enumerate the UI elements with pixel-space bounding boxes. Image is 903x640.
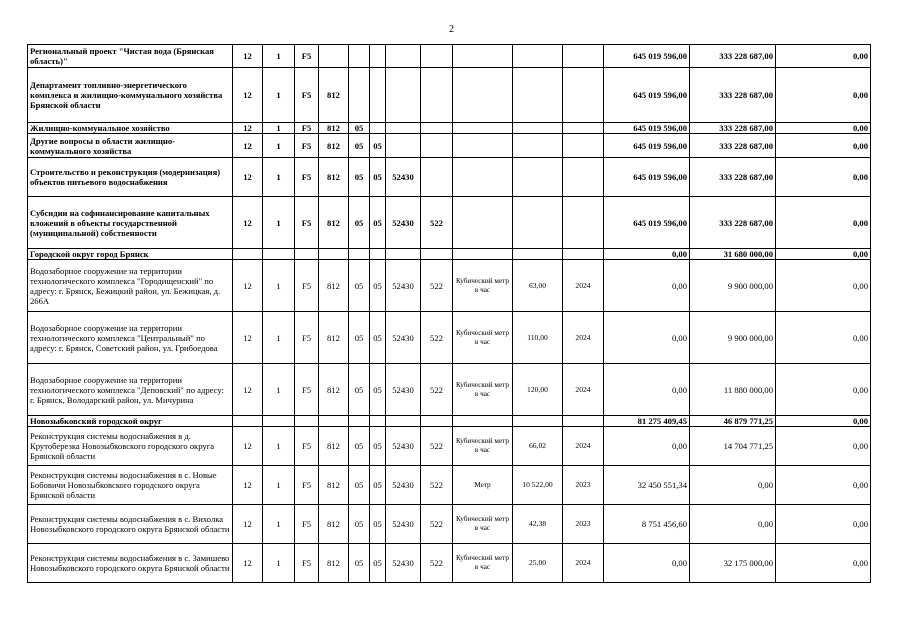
amount-1-cell: 645 019 596,00 [604, 134, 690, 158]
code-expense-type-cell: 522 [421, 364, 453, 416]
amount-3-cell: 0,00 [776, 123, 871, 134]
amount-3-cell: 0,00 [776, 427, 871, 466]
amount-3-cell: 0,00 [776, 312, 871, 364]
amount-1-cell: 645 019 596,00 [604, 197, 690, 249]
code-subsection-cell: 05 [370, 158, 386, 197]
year-cell: 2023 [563, 466, 604, 505]
code-subprogram-cell: 1 [263, 544, 295, 583]
code-gp-cell: 12 [233, 505, 263, 544]
code-project-cell: F5 [295, 427, 319, 466]
code-project-cell: F5 [295, 45, 319, 68]
code-gp-cell: 12 [233, 123, 263, 134]
amount-3-cell: 0,00 [776, 416, 871, 427]
budget-table-body [28, 45, 871, 583]
year-cell [563, 416, 604, 427]
capacity-cell: 120,00 [513, 364, 563, 416]
code-subsection-cell: 05 [370, 312, 386, 364]
code-grbs-cell: 812 [319, 158, 349, 197]
code-subprogram-cell: 1 [263, 466, 295, 505]
amount-1-cell: 0,00 [604, 249, 690, 260]
amount-1-cell: 0,00 [604, 427, 690, 466]
code-expense-type-cell [421, 158, 453, 197]
capacity-cell [513, 134, 563, 158]
code-section-cell: 05 [349, 364, 370, 416]
row-name-cell: Департамент топливно-энергетического комплекса и жилищно-коммунального хозяйства Брянской области [28, 68, 233, 123]
capacity-cell: 63,00 [513, 260, 563, 312]
amount-1-cell: 81 275 409,45 [604, 416, 690, 427]
row-name-cell: Региональный проект "Чистая вода (Брянская область)" [28, 45, 233, 68]
table-row [28, 416, 871, 427]
amount-1-cell: 0,00 [604, 544, 690, 583]
code-project-cell: F5 [295, 364, 319, 416]
unit-cell [453, 134, 513, 158]
code-grbs-cell: 812 [319, 505, 349, 544]
code-project-cell: F5 [295, 505, 319, 544]
year-cell [563, 249, 604, 260]
code-gp-cell: 12 [233, 68, 263, 123]
row-name-cell: Водозаборное сооружение на территории технологического комплекса "Городищенский" по адресу: г. Брянск, Бежицкий район, ул. Бежицкая, д. 266А [28, 260, 233, 312]
capacity-cell [513, 249, 563, 260]
code-gp-cell: 12 [233, 544, 263, 583]
code-section-cell: 05 [349, 427, 370, 466]
code-grbs-cell: 812 [319, 68, 349, 123]
amount-2-cell: 333 228 687,00 [690, 68, 776, 123]
code-project-cell: F5 [295, 544, 319, 583]
code-direction-cell: 52430 [386, 505, 421, 544]
code-subprogram-cell [263, 416, 295, 427]
table-row [28, 134, 871, 158]
code-project-cell: F5 [295, 260, 319, 312]
capacity-cell: 10 522,00 [513, 466, 563, 505]
code-subsection-cell: 05 [370, 544, 386, 583]
table-row [28, 505, 871, 544]
code-subsection-cell [370, 249, 386, 260]
code-direction-cell [386, 416, 421, 427]
table-row [28, 158, 871, 197]
table-row [28, 249, 871, 260]
table-row [28, 68, 871, 123]
year-cell [563, 123, 604, 134]
code-subsection-cell: 05 [370, 260, 386, 312]
code-direction-cell: 52430 [386, 158, 421, 197]
amount-2-cell: 333 228 687,00 [690, 123, 776, 134]
amount-3-cell: 0,00 [776, 544, 871, 583]
code-grbs-cell [319, 416, 349, 427]
year-cell: 2024 [563, 312, 604, 364]
code-gp-cell: 12 [233, 134, 263, 158]
row-name-cell: Водозаборное сооружение на территории технологического комплекса "Деповский" по адресу: г. Брянск, Володарский район, ул. Мичурина [28, 364, 233, 416]
code-direction-cell: 52430 [386, 260, 421, 312]
code-subsection-cell: 05 [370, 197, 386, 249]
code-direction-cell [386, 68, 421, 123]
code-gp-cell: 12 [233, 260, 263, 312]
code-direction-cell [386, 134, 421, 158]
code-expense-type-cell: 522 [421, 260, 453, 312]
year-cell [563, 134, 604, 158]
code-grbs-cell: 812 [319, 197, 349, 249]
code-direction-cell: 52430 [386, 197, 421, 249]
code-grbs-cell: 812 [319, 134, 349, 158]
code-project-cell: F5 [295, 68, 319, 123]
code-grbs-cell: 812 [319, 312, 349, 364]
code-grbs-cell: 812 [319, 123, 349, 134]
table-row [28, 123, 871, 134]
code-section-cell: 05 [349, 260, 370, 312]
table-row [28, 427, 871, 466]
budget-table [27, 44, 871, 583]
table-row [28, 544, 871, 583]
row-name-cell: Субсидии на софинансирование капитальных вложений в объекты государственной (муниципальной) собственности [28, 197, 233, 249]
row-name-cell: Жилищно-коммунальное хозяйство [28, 123, 233, 134]
code-direction-cell: 52430 [386, 544, 421, 583]
amount-1-cell: 645 019 596,00 [604, 158, 690, 197]
code-subsection-cell: 05 [370, 134, 386, 158]
code-grbs-cell: 812 [319, 260, 349, 312]
amount-1-cell: 645 019 596,00 [604, 123, 690, 134]
code-section-cell [349, 249, 370, 260]
amount-3-cell: 0,00 [776, 466, 871, 505]
table-row [28, 260, 871, 312]
code-section-cell [349, 68, 370, 123]
amount-1-cell: 645 019 596,00 [604, 45, 690, 68]
code-gp-cell: 12 [233, 466, 263, 505]
code-subprogram-cell: 1 [263, 45, 295, 68]
table-row [28, 45, 871, 68]
code-expense-type-cell: 522 [421, 197, 453, 249]
code-gp-cell: 12 [233, 45, 263, 68]
row-name-cell: Строительство и реконструкция (модернизация) объектов питьевого водоснабжения [28, 158, 233, 197]
unit-cell [453, 416, 513, 427]
amount-2-cell: 333 228 687,00 [690, 197, 776, 249]
code-section-cell [349, 45, 370, 68]
capacity-cell [513, 416, 563, 427]
amount-2-cell: 9 900 000,00 [690, 312, 776, 364]
year-cell: 2024 [563, 427, 604, 466]
row-name-cell: Другие вопросы в области жилищно-коммунального хозяйства [28, 134, 233, 158]
code-expense-type-cell: 522 [421, 466, 453, 505]
code-subprogram-cell: 1 [263, 505, 295, 544]
amount-2-cell: 9 900 000,00 [690, 260, 776, 312]
capacity-cell [513, 68, 563, 123]
table-row [28, 312, 871, 364]
unit-cell [453, 45, 513, 68]
code-expense-type-cell [421, 123, 453, 134]
year-cell: 2023 [563, 505, 604, 544]
code-subsection-cell: 05 [370, 427, 386, 466]
amount-2-cell: 31 680 000,00 [690, 249, 776, 260]
year-cell [563, 68, 604, 123]
code-expense-type-cell: 522 [421, 505, 453, 544]
year-cell [563, 197, 604, 249]
code-grbs-cell [319, 249, 349, 260]
code-subsection-cell: 05 [370, 466, 386, 505]
code-project-cell [295, 416, 319, 427]
row-name-cell: Водозаборное сооружение на территории технологического комплекса "Центральный" по адресу: г. Брянск, Советский район, ул. Грибоедова [28, 312, 233, 364]
capacity-cell: 110,00 [513, 312, 563, 364]
code-grbs-cell [319, 45, 349, 68]
amount-3-cell: 0,00 [776, 134, 871, 158]
amount-1-cell: 0,00 [604, 364, 690, 416]
code-gp-cell: 12 [233, 312, 263, 364]
row-name-cell: Реконструкция системы водоснабжения в с. Новые Бобовичи Новозыбковского городского округа Брянской области [28, 466, 233, 505]
code-subsection-cell: 05 [370, 505, 386, 544]
capacity-cell: 66,02 [513, 427, 563, 466]
code-subsection-cell [370, 123, 386, 134]
code-project-cell: F5 [295, 466, 319, 505]
code-subprogram-cell: 1 [263, 427, 295, 466]
code-section-cell: 05 [349, 158, 370, 197]
row-name-cell: Реконструкция системы водоснабжения в д. Крутоберезка Новозыбковского городского округа Брянской области [28, 427, 233, 466]
table-row [28, 197, 871, 249]
unit-cell [453, 123, 513, 134]
amount-1-cell: 8 751 456,60 [604, 505, 690, 544]
unit-cell: Кубический метр в час [453, 312, 513, 364]
code-expense-type-cell [421, 134, 453, 158]
amount-2-cell: 333 228 687,00 [690, 45, 776, 68]
year-cell: 2024 [563, 544, 604, 583]
amount-2-cell: 11 880 000,00 [690, 364, 776, 416]
code-project-cell: F5 [295, 158, 319, 197]
unit-cell: Метр [453, 466, 513, 505]
code-expense-type-cell: 522 [421, 544, 453, 583]
code-section-cell: 05 [349, 197, 370, 249]
code-expense-type-cell: 522 [421, 427, 453, 466]
code-expense-type-cell [421, 45, 453, 68]
code-grbs-cell: 812 [319, 544, 349, 583]
amount-2-cell: 0,00 [690, 505, 776, 544]
code-direction-cell [386, 123, 421, 134]
amount-3-cell: 0,00 [776, 45, 871, 68]
code-direction-cell: 52430 [386, 364, 421, 416]
code-subprogram-cell: 1 [263, 158, 295, 197]
amount-1-cell: 645 019 596,00 [604, 68, 690, 123]
year-cell: 2024 [563, 260, 604, 312]
table-row [28, 466, 871, 505]
code-subprogram-cell [263, 249, 295, 260]
code-direction-cell [386, 249, 421, 260]
code-section-cell: 05 [349, 544, 370, 583]
code-section-cell: 05 [349, 312, 370, 364]
code-direction-cell: 52430 [386, 427, 421, 466]
code-expense-type-cell [421, 416, 453, 427]
code-gp-cell: 12 [233, 364, 263, 416]
table-row [28, 364, 871, 416]
unit-cell: Кубический метр в час [453, 260, 513, 312]
code-project-cell: F5 [295, 123, 319, 134]
code-grbs-cell: 812 [319, 364, 349, 416]
row-name-cell: Новозыбковский городской округ [28, 416, 233, 427]
amount-1-cell: 0,00 [604, 260, 690, 312]
code-subsection-cell [370, 416, 386, 427]
code-subsection-cell: 05 [370, 364, 386, 416]
row-name-cell: Реконструкция системы водоснабжения в с. Вихолка Новозыбковского городского округа Брянской области [28, 505, 233, 544]
amount-3-cell: 0,00 [776, 197, 871, 249]
code-grbs-cell: 812 [319, 466, 349, 505]
code-section-cell: 05 [349, 466, 370, 505]
unit-cell: Кубический метр в час [453, 427, 513, 466]
code-expense-type-cell [421, 249, 453, 260]
year-cell [563, 45, 604, 68]
amount-3-cell: 0,00 [776, 364, 871, 416]
code-direction-cell: 52430 [386, 466, 421, 505]
code-gp-cell: 12 [233, 427, 263, 466]
unit-cell: Кубический метр в час [453, 544, 513, 583]
amount-3-cell: 0,00 [776, 249, 871, 260]
code-subprogram-cell: 1 [263, 134, 295, 158]
code-gp-cell: 12 [233, 197, 263, 249]
code-grbs-cell: 812 [319, 427, 349, 466]
page-number: 2 [449, 24, 454, 35]
capacity-cell [513, 158, 563, 197]
code-expense-type-cell [421, 68, 453, 123]
code-subprogram-cell: 1 [263, 68, 295, 123]
year-cell: 2024 [563, 364, 604, 416]
unit-cell [453, 249, 513, 260]
amount-3-cell: 0,00 [776, 68, 871, 123]
year-cell [563, 158, 604, 197]
code-project-cell: F5 [295, 197, 319, 249]
unit-cell [453, 197, 513, 249]
amount-2-cell: 333 228 687,00 [690, 134, 776, 158]
code-section-cell: 05 [349, 134, 370, 158]
amount-3-cell: 0,00 [776, 505, 871, 544]
amount-3-cell: 0,00 [776, 260, 871, 312]
code-subprogram-cell: 1 [263, 197, 295, 249]
unit-cell [453, 68, 513, 123]
amount-2-cell: 46 879 771,25 [690, 416, 776, 427]
unit-cell: Кубический метр в час [453, 505, 513, 544]
amount-1-cell: 32 450 551,34 [604, 466, 690, 505]
capacity-cell [513, 197, 563, 249]
amount-1-cell: 0,00 [604, 312, 690, 364]
code-subprogram-cell: 1 [263, 123, 295, 134]
code-section-cell [349, 416, 370, 427]
code-subsection-cell [370, 45, 386, 68]
capacity-cell: 42,38 [513, 505, 563, 544]
amount-2-cell: 14 704 771,25 [690, 427, 776, 466]
unit-cell: Кубический метр в час [453, 364, 513, 416]
amount-2-cell: 0,00 [690, 466, 776, 505]
row-name-cell: Реконструкция системы водоснабжения в с. Замишево Новозыбковского городского округа Брянской области [28, 544, 233, 583]
code-gp-cell [233, 249, 263, 260]
code-project-cell: F5 [295, 312, 319, 364]
code-subprogram-cell: 1 [263, 260, 295, 312]
capacity-cell [513, 123, 563, 134]
code-section-cell: 05 [349, 123, 370, 134]
capacity-cell: 25,00 [513, 544, 563, 583]
amount-2-cell: 32 175 000,00 [690, 544, 776, 583]
code-subsection-cell [370, 68, 386, 123]
code-subprogram-cell: 1 [263, 312, 295, 364]
unit-cell [453, 158, 513, 197]
code-project-cell [295, 249, 319, 260]
code-direction-cell [386, 45, 421, 68]
amount-3-cell: 0,00 [776, 158, 871, 197]
code-subprogram-cell: 1 [263, 364, 295, 416]
code-project-cell: F5 [295, 134, 319, 158]
code-direction-cell: 52430 [386, 312, 421, 364]
code-gp-cell [233, 416, 263, 427]
code-section-cell: 05 [349, 505, 370, 544]
code-expense-type-cell: 522 [421, 312, 453, 364]
amount-2-cell: 333 228 687,00 [690, 158, 776, 197]
capacity-cell [513, 45, 563, 68]
code-gp-cell: 12 [233, 158, 263, 197]
row-name-cell: Городской округ город Брянск [28, 249, 233, 260]
